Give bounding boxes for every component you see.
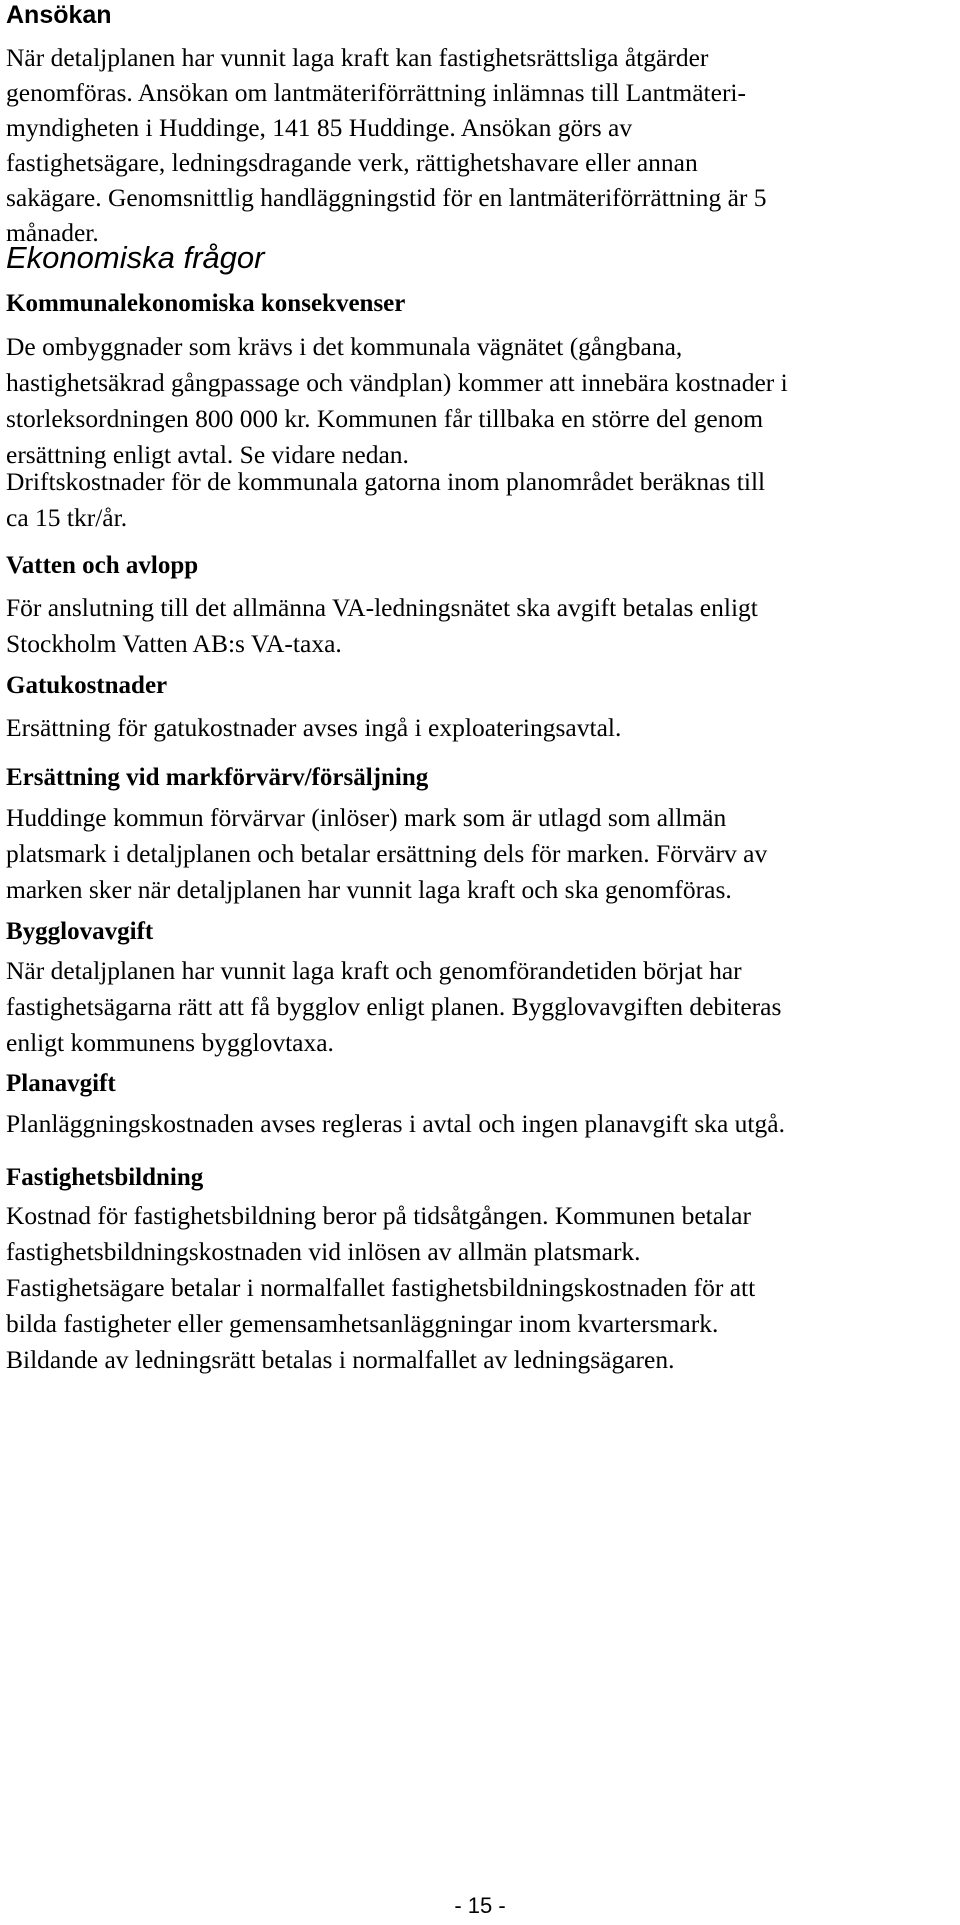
kommunal-paragraph-1: De ombyggnader som krävs i det kommunala vägnätet (gångbana, hastighetsäkrad gångpassage och vändplan) kommer att innebära kostnader i storleksordningen 800 000 kr. Kommunen får tillbaka en större del genom ersättning enligt avtal. Se vidare nedan.	[6, 332, 788, 469]
kommunal-paragraph-2: Driftskostnader för de kommunala gatorna inom planområdet beräknas till ca 15 tkr/år.	[6, 467, 766, 532]
fastighetsbildning-paragraph: Kostnad för fastighetsbildning beror på tidsåtgången. Kommunen betalar fastighetsbildningskostnaden vid inlösen av allmän platsmark. Fastighetsägare betalar i normalfallet fastighetsbildningskostnaden för att bilda fastigheter eller gemensamhetsanläggningar inom kvartersmark. Bildande av ledningsrätt betalas i normalfallet av ledningsägaren.	[6, 1201, 756, 1374]
section-heading-ansokan: Ansökan	[6, 1, 112, 29]
page-number: - 15 -	[454, 1893, 506, 1918]
subheading-markforvarv: Ersättning vid markförvärv/försäljning	[6, 764, 429, 791]
subheading-planavgift: Planavgift	[6, 1070, 116, 1097]
planavgift-paragraph: Planläggningskostnaden avses regleras i avtal och ingen planavgift ska utgå.	[6, 1109, 785, 1138]
chapter-heading-ekonomiska-fragor: Ekonomiska frågor	[6, 240, 265, 275]
vatten-paragraph: För anslutning till det allmänna VA-ledningsnätet ska avgift betalas enligt Stockholm Vatten AB:s VA-taxa.	[6, 593, 758, 658]
subheading-gatukostnader: Gatukostnader	[6, 672, 168, 699]
subheading-vatten-och-avlopp: Vatten och avlopp	[6, 552, 199, 579]
subheading-kommunalekonomiska-konsekvenser: Kommunalekonomiska konsekvenser	[6, 290, 406, 317]
bygglov-paragraph: När detaljplanen har vunnit laga kraft och genomförandetiden börjat har fastighetsägarna rätt att få bygglov enligt planen. Bygglovavgiften debiteras enligt kommunens bygglovtaxa.	[6, 956, 782, 1057]
subheading-bygglovavgift: Bygglovavgift	[6, 918, 154, 945]
subheading-fastighetsbildning: Fastighetsbildning	[6, 1164, 204, 1191]
ansokan-paragraph: När detaljplanen har vunnit laga kraft kan fastighetsrättsliga åtgärder genomföras. Ansökan om lantmäteriförrättning inlämnas till Lantmäteri- myndigheten i Huddinge, 141 85 Huddinge. Ansökan görs av fastighetsägare, ledningsdragande verk, rättighetshavare eller annan sakägare. Genomsnittlig handläggningstid för en lantmäteriförrättning är 5 månader.	[6, 43, 767, 247]
markforvarv-paragraph: Huddinge kommun förvärvar (inlöser) mark som är utlagd som allmän platsmark i detaljplanen och betalar ersättning dels för marken. Förvärv av marken sker när detaljplanen har vunnit laga kraft och ska genomföras.	[6, 803, 768, 904]
gatukostnader-paragraph: Ersättning för gatukostnader avses ingå i exploateringsavtal.	[6, 713, 622, 742]
